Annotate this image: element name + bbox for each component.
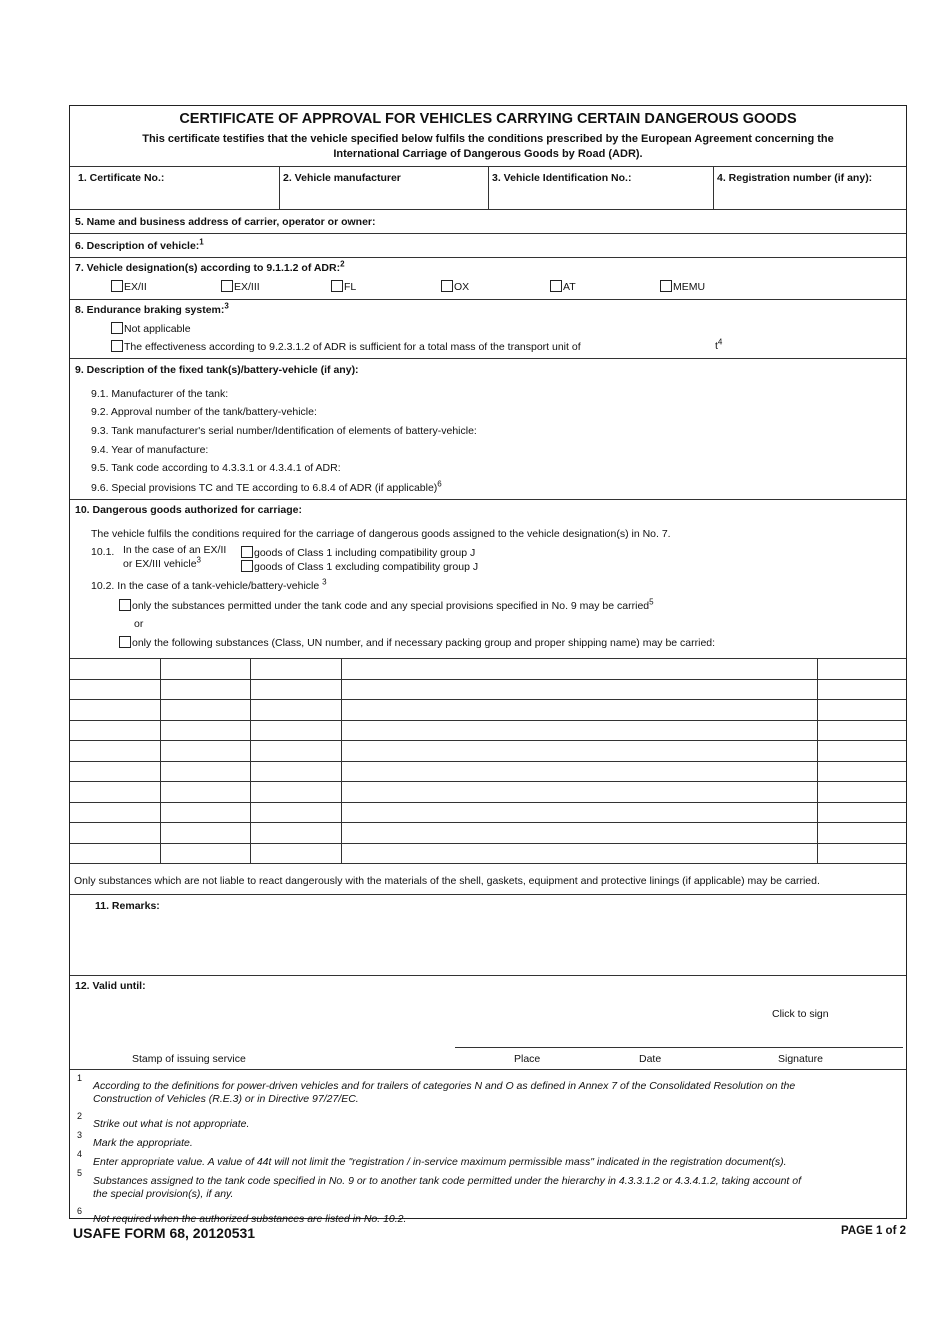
footnote-number: 5 (77, 1168, 83, 1178)
footnote-ref: 4 (717, 337, 723, 347)
section-10-2-text: 10.2. In the case of a tank-vehicle/battery-vehicle (91, 580, 320, 592)
valid-until-field[interactable]: 12. Valid until: (75, 980, 146, 992)
braking-effectiveness-option[interactable] (111, 340, 581, 353)
designation-exii-option[interactable] (111, 280, 147, 293)
divider (488, 166, 489, 209)
table-cell[interactable] (818, 659, 907, 678)
table-cell[interactable] (161, 803, 249, 822)
certificate-form (69, 105, 907, 1225)
section-10-1-number: 10.1. (91, 546, 115, 558)
divider (279, 166, 280, 209)
table-cell[interactable] (251, 680, 340, 699)
designation-at-option[interactable] (550, 280, 576, 293)
class1-including-j-option[interactable] (241, 546, 475, 559)
vehicle-manufacturer-field[interactable]: 2. Vehicle manufacturer (283, 172, 401, 184)
listed-substances-option[interactable] (119, 636, 715, 649)
table-cell[interactable] (342, 782, 816, 801)
or-text: or (134, 618, 144, 630)
table-cell[interactable] (161, 659, 249, 678)
table-cell[interactable] (71, 844, 159, 863)
table-cell[interactable] (818, 741, 907, 760)
table-cell[interactable] (161, 700, 249, 719)
footnote-number: 6 (77, 1206, 83, 1216)
option-label: goods of Class 1 including compatibility group J (254, 547, 476, 559)
section-10-1-label: In the case of an EX/II (123, 544, 227, 556)
option-label: MEMU (673, 281, 706, 293)
table-cell[interactable] (342, 680, 816, 699)
footnote-ref: 3 (224, 301, 229, 311)
checkbox[interactable] (441, 280, 453, 292)
table-cell[interactable] (342, 823, 816, 842)
table-cell[interactable] (342, 741, 816, 760)
table-cell[interactable] (251, 782, 340, 801)
footnote-line: Substances assigned to the tank code specified in No. 9 or to another tank code permitted under the hierarchy in 4.3.3.1.2 or 4.3.4.1.2, taking account of (93, 1175, 802, 1187)
option-label: Not applicable (124, 323, 191, 335)
table-cell[interactable] (342, 659, 816, 678)
divider (70, 863, 906, 864)
footnote-ref: 1 (199, 237, 204, 247)
option-label: goods of Class 1 excluding compatibility group J (254, 561, 479, 573)
tank-code-substances-option[interactable] (119, 599, 654, 612)
divider (713, 166, 714, 209)
designation-fl-option[interactable] (331, 280, 356, 293)
table-cell[interactable] (161, 721, 249, 740)
section-10-1-label-2-text: or EX/III vehicle (123, 558, 197, 570)
special-provisions-field[interactable] (91, 479, 442, 494)
table-cell[interactable] (71, 741, 159, 760)
table-cell[interactable] (71, 823, 159, 842)
option-label: only the following substances (Class, UN number, and if necessary packing group and proper shipping name) may be carried: (132, 637, 716, 649)
signature-label: Signature (778, 1053, 823, 1065)
footnote-text (93, 1080, 795, 1106)
subtitle-line1: This certificate testifies that the vehicle specified below fulfils the conditions prescribed by the European Agreement concerning the (142, 133, 834, 145)
divider (70, 499, 906, 500)
page-number: PAGE 1 of 2 (841, 1225, 906, 1237)
option-label: only the substances permitted under the tank code and any special provisions specified in No. 9 may be carried (132, 600, 650, 612)
table-cell[interactable] (342, 803, 816, 822)
section-10-2-label (91, 577, 327, 592)
table-cell[interactable] (71, 721, 159, 740)
footnote-number: 2 (77, 1111, 83, 1121)
vehicle-description-field[interactable] (75, 237, 204, 252)
option-label: AT (563, 281, 576, 293)
table-cell[interactable] (71, 803, 159, 822)
class1-excluding-j-option[interactable] (241, 560, 478, 573)
table-cell[interactable] (161, 680, 249, 699)
table-cell[interactable] (818, 721, 907, 740)
table-cell[interactable] (71, 782, 159, 801)
table-cell[interactable] (161, 823, 249, 842)
footnote-line: Enter appropriate value. A value of 44t will not limit the "registration / in-service maximum permissible mass" indicated in the registration document(s). (93, 1156, 787, 1168)
signature-line (455, 1047, 903, 1048)
checkbox[interactable] (660, 280, 672, 292)
divider (70, 299, 906, 300)
option-label: OX (454, 281, 470, 293)
table-cell[interactable] (161, 782, 249, 801)
carrier-address-field[interactable]: 5. Name and business address of carrier, operator or owner: (75, 216, 376, 228)
table-cell[interactable] (161, 844, 249, 863)
footnote-line: According to the definitions for power-driven vehicles and for trailers of categories N and O as defined in Annex 7 of the Consolidated Resolution on the (93, 1080, 796, 1092)
checkbox[interactable] (119, 636, 131, 648)
table-cell[interactable] (342, 700, 816, 719)
click-to-sign-button[interactable]: Click to sign (772, 1008, 829, 1020)
table-cell[interactable] (251, 721, 340, 740)
checkbox[interactable] (111, 280, 123, 292)
form-subtitle (100, 132, 876, 162)
stamp-label: Stamp of issuing service (132, 1053, 246, 1065)
designation-memu-option[interactable] (660, 280, 705, 293)
footnote-ref: 5 (649, 597, 654, 607)
form-identifier: USAFE FORM 68, 20120531 (73, 1225, 256, 1241)
footnote-ref: 3 (196, 555, 201, 565)
section-10-1-label-2 (123, 555, 201, 570)
checkbox[interactable] (111, 322, 123, 334)
checkbox[interactable] (111, 340, 123, 352)
divider (70, 257, 906, 258)
tank-serial-number-field[interactable]: 9.3. Tank manufacturer's serial number/Identification of elements of battery-vehicle: (91, 425, 477, 437)
footnote-ref: 6 (437, 479, 442, 489)
tank-description-label: 9. Description of the fixed tank(s)/battery-vehicle (if any): (75, 364, 359, 376)
option-label: FL (344, 281, 357, 293)
table-cell[interactable] (251, 823, 340, 842)
option-label: EX/III (234, 281, 260, 293)
table-cell[interactable] (71, 762, 159, 781)
braking-not-applicable-option[interactable] (111, 322, 191, 335)
table-cell[interactable] (251, 659, 340, 678)
table-cell[interactable] (818, 782, 907, 801)
footnote-text (93, 1137, 193, 1150)
table-cell[interactable] (71, 680, 159, 699)
checkbox[interactable] (241, 546, 253, 558)
footnote-line: Mark the appropriate. (93, 1137, 193, 1149)
table-cell[interactable] (251, 741, 340, 760)
table-cell[interactable] (251, 762, 340, 781)
vehicle-designation-label (75, 259, 345, 274)
substances-table (70, 658, 906, 863)
table-cell[interactable] (818, 680, 907, 699)
checkbox[interactable] (331, 280, 343, 292)
vehicle-identification-field[interactable]: 3. Vehicle Identification No.: (492, 172, 632, 184)
footnote-ref: 3 (322, 577, 327, 587)
compatibility-note: Only substances which are not liable to react dangerously with the materials of the shell, gaskets, equipment and protective linings (if applicable) may be carried. (74, 875, 820, 887)
tank-manufacturer-field[interactable]: 9.1. Manufacturer of the tank: (91, 388, 229, 400)
table-cell[interactable] (818, 844, 907, 863)
footnote-text (93, 1156, 787, 1169)
endurance-braking-label (75, 301, 229, 316)
table-cell[interactable] (818, 823, 907, 842)
divider (70, 1069, 906, 1070)
vehicle-description-label: 6. Description of vehicle: (75, 240, 200, 252)
table-cell[interactable] (251, 844, 340, 863)
footnote-number: 3 (77, 1130, 83, 1140)
footnote-text (93, 1118, 249, 1131)
designation-label-text: 7. Vehicle designation(s) according to 9.1.1.2 of ADR: (75, 262, 341, 274)
form-title: CERTIFICATE OF APPROVAL FOR VEHICLES CARRYING CERTAIN DANGEROUS GOODS (179, 111, 797, 127)
special-provisions-label: 9.6. Special provisions TC and TE according to 6.8.4 of ADR (if applicable) (91, 482, 438, 494)
option-label: EX/II (124, 281, 147, 293)
table-cell[interactable] (251, 700, 340, 719)
table-cell[interactable] (342, 721, 816, 740)
checkbox[interactable] (221, 280, 233, 292)
table-cell[interactable] (161, 741, 249, 760)
braking-label-text: 8. Endurance braking system: (75, 304, 225, 316)
year-of-manufacture-field[interactable]: 9.4. Year of manufacture: (91, 444, 209, 456)
footnote-number: 4 (77, 1149, 83, 1159)
divider (70, 894, 906, 895)
table-cell[interactable] (342, 844, 816, 863)
divider (70, 975, 906, 976)
tank-approval-number-field[interactable]: 9.2. Approval number of the tank/battery-vehicle: (91, 406, 317, 418)
footnote-line: Strike out what is not appropriate. (93, 1118, 250, 1130)
option-label: The effectiveness according to 9.2.3.1.2 of ADR is sufficient for a total mass of the transport unit of (124, 341, 581, 353)
table-cell[interactable] (342, 762, 816, 781)
divider (70, 358, 906, 359)
table-cell[interactable] (818, 762, 907, 781)
table-cell[interactable] (161, 762, 249, 781)
divider (70, 209, 906, 210)
subtitle-line2: International Carriage of Dangerous Goods by Road (ADR). (333, 148, 643, 160)
registration-number-field[interactable]: 4. Registration number (if any): (717, 172, 873, 184)
designation-ox-option[interactable] (441, 280, 469, 293)
checkbox[interactable] (119, 599, 131, 611)
table-cell[interactable] (71, 659, 159, 678)
date-label: Date (639, 1053, 662, 1065)
mass-unit (715, 337, 723, 352)
designation-exiii-option[interactable] (221, 280, 260, 293)
footnote-line: Construction of Vehicles (R.E.3) or in Directive 97/27/EC. (93, 1093, 359, 1105)
table-cell[interactable] (251, 803, 340, 822)
table-cell[interactable] (818, 700, 907, 719)
checkbox[interactable] (241, 560, 253, 572)
table-cell[interactable] (818, 803, 907, 822)
footnote-line: Not required when the authorized substances are listed in No. 10.2. (93, 1213, 407, 1225)
footnote-text (93, 1175, 801, 1201)
table-cell[interactable] (71, 700, 159, 719)
remarks-field[interactable]: 11. Remarks: (95, 900, 160, 912)
divider (70, 233, 906, 234)
goods-intro-text: The vehicle fulfils the conditions required for the carriage of dangerous goods assigned to the vehicle designation(s) in No. 7. (91, 528, 671, 540)
footnote-line: the special provision(s), if any. (93, 1188, 234, 1200)
footnote-number: 1 (77, 1073, 83, 1083)
unit-text: t (715, 340, 718, 352)
certificate-no-field[interactable]: 1. Certificate No.: (78, 172, 165, 184)
place-label: Place (514, 1053, 541, 1065)
tank-code-field[interactable]: 9.5. Tank code according to 4.3.3.1 or 4.3.4.1 of ADR: (91, 462, 341, 474)
checkbox[interactable] (550, 280, 562, 292)
footnote-ref: 2 (340, 259, 345, 269)
dangerous-goods-label: 10. Dangerous goods authorized for carriage: (75, 504, 302, 516)
